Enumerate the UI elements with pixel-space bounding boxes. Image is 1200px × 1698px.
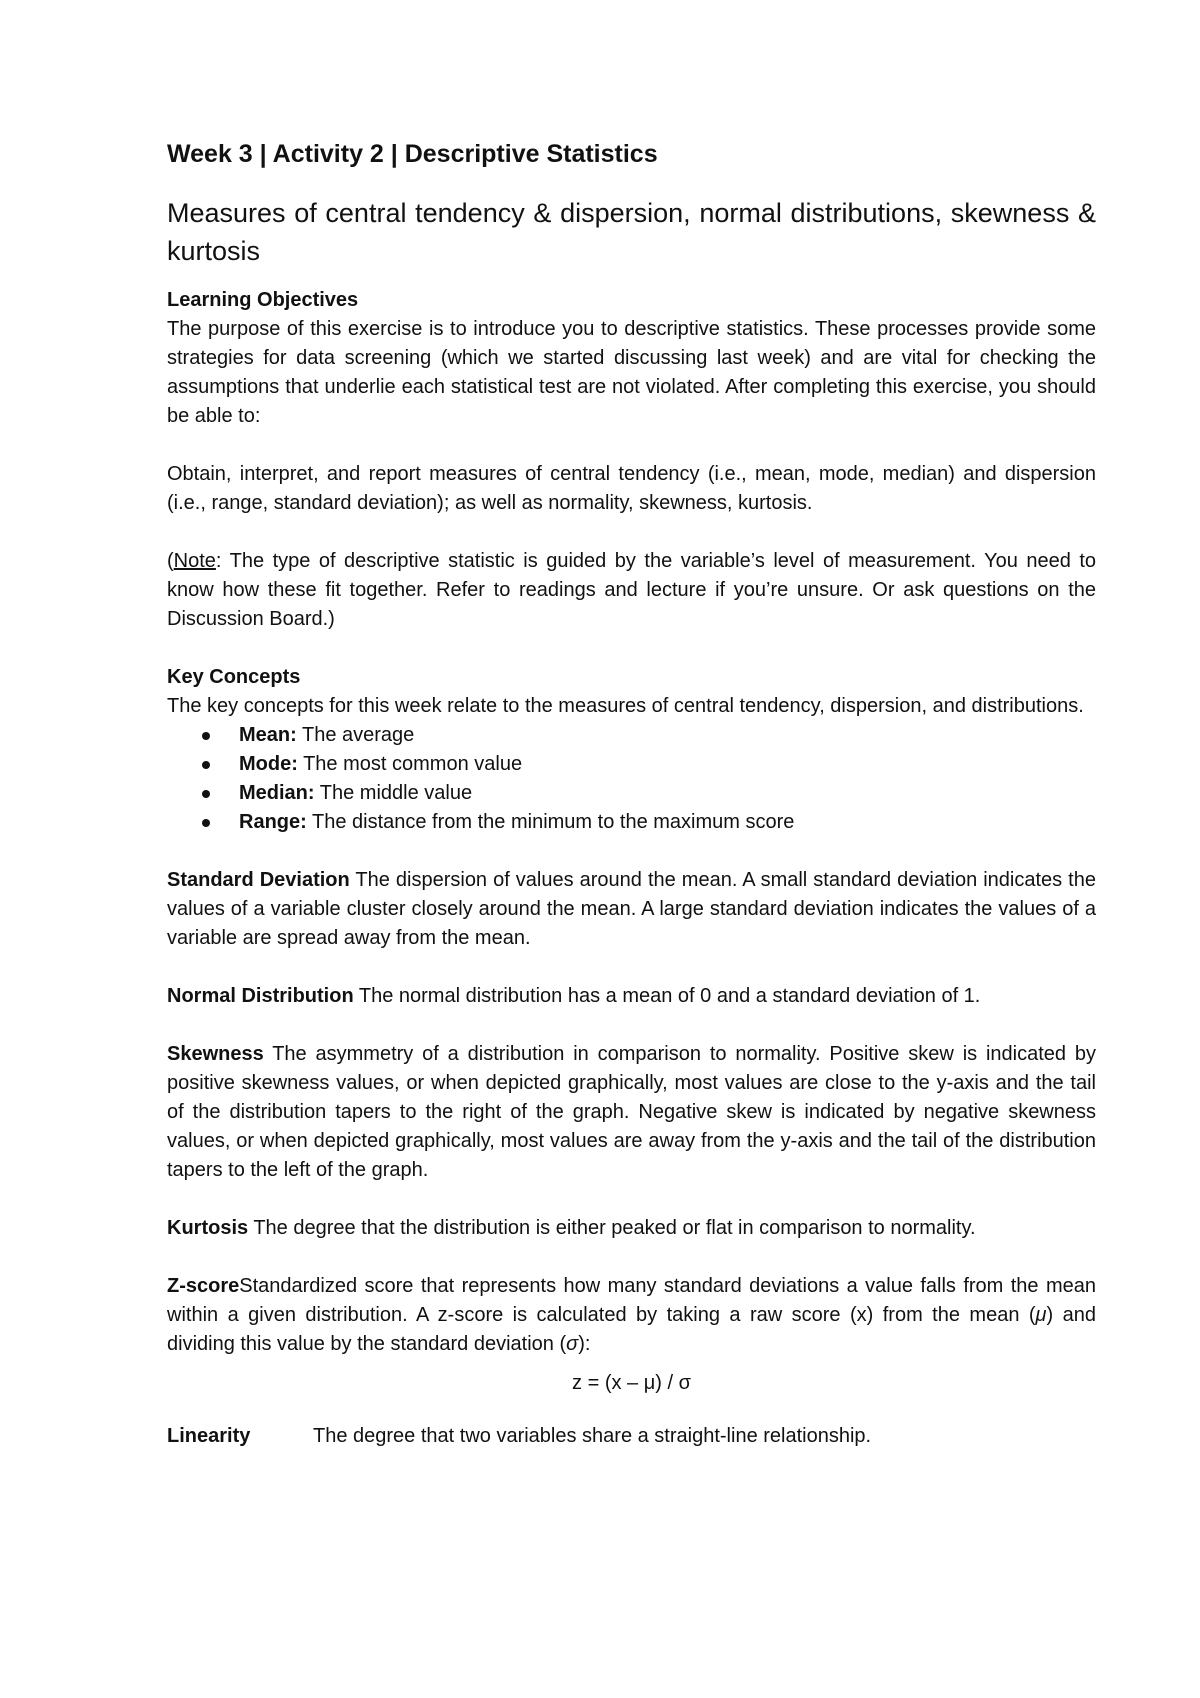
key-concepts-section (167, 663, 1096, 721)
learning-objectives-heading: Learning Objectives (167, 289, 359, 311)
concept-definition: The average (296, 724, 415, 746)
concept-definition: The distance from the minimum to the maximum score (306, 811, 795, 833)
normal-text: The normal distribution has a mean of 0 and a standard deviation of 1. (353, 985, 981, 1007)
linearity-term: Linearity (167, 1425, 251, 1447)
list-item (202, 750, 1096, 779)
skewness-text: The asymmetry of a distribution in comparison to normality. Positive skew is indicated by positive skewness values, or when depicted graphically, most values are close to the y-axis and the tail of the distribution tapers to the right of the graph. Negative skew is indicated by negative skewness values, or when depicted graphically, most values are away from the y-axis and the tail of the distribution tapers to the left of the graph. (167, 1043, 1096, 1181)
document-subtitle: Measures of central tendency & dispersion, normal distributions, skewness & kurtosis (167, 198, 1096, 266)
bullet-icon (202, 790, 210, 798)
kurtosis-definition (167, 1214, 1096, 1243)
skewness-definition (167, 1040, 1096, 1185)
sigma-symbol: σ (566, 1333, 579, 1355)
learning-objectives-intro: The purpose of this exercise is to introduce you to descriptive statistics. These processes provide some strategies for data screening (which we started discussing last week) and are vital for checking the assumptions that underlie each statistical test are not violated. After completing this exercise, you should be able to: (167, 318, 1096, 427)
normal-definition (167, 982, 1096, 1011)
objective-paragraph: Obtain, interpret, and report measures of central tendency (i.e., mean, mode, median) and dispersion (i.e., range, standard deviation); as well as normality, skewness, kurtosis. (167, 463, 1096, 514)
concept-term: Mode: (239, 753, 298, 775)
key-concepts-list (167, 721, 1096, 837)
list-item (202, 779, 1096, 808)
mu-symbol: μ (1035, 1304, 1047, 1326)
zscore-text-a: Standardized score that represents how many standard deviations a value falls from the mean within a given distribution. A z-score is calculated by taking a raw score (x) from the mean ( (167, 1275, 1096, 1326)
normal-term: Normal Distribution (167, 985, 354, 1007)
std-dev-text: The dispersion of values around the mean. A small standard deviation indicates the values of a variable cluster closely around the mean. A large standard deviation indicates the values of a variable are spread away from the mean. (167, 869, 1096, 949)
zscore-text-c: ): (578, 1333, 591, 1355)
linearity-text: The degree that two variables share a straight-line relationship. (313, 1425, 872, 1447)
list-item (202, 808, 1096, 837)
zscore-text-b: ) and dividing this value by the standard deviation ( (167, 1304, 1096, 1355)
concept-term: Range: (239, 811, 307, 833)
kurtosis-term: Kurtosis (167, 1217, 249, 1239)
learning-objectives-section (167, 286, 1096, 431)
concept-term: Median: (239, 782, 315, 804)
note-open-paren: ( (167, 550, 174, 572)
bullet-icon (202, 761, 210, 769)
note-text: : The type of descriptive statistic is guided by the variable’s level of measurement. You need to know how these fit together. Refer to readings and lecture if you’re unsure. Or ask questions on the Discussion Board.) (167, 550, 1096, 630)
note-paragraph (167, 547, 1096, 634)
skewness-term: Skewness (167, 1043, 264, 1065)
concept-definition: The most common value (297, 753, 523, 775)
key-concepts-intro: The key concepts for this week relate to the measures of central tendency, dispersion, and distributions. (167, 695, 1084, 717)
std-dev-definition (167, 866, 1096, 953)
zscore-formula: z = (x – μ) / σ (572, 1372, 691, 1394)
kurtosis-text: The degree that the distribution is either peaked or flat in comparison to normality. (248, 1217, 976, 1239)
std-dev-term: Standard Deviation (167, 869, 350, 891)
zscore-definition (167, 1272, 1096, 1359)
bullet-icon (202, 819, 210, 827)
concept-term: Mean: (239, 724, 297, 746)
document-title: Week 3 | Activity 2 | Descriptive Statistics (167, 140, 658, 168)
linearity-definition (167, 1422, 1096, 1451)
concept-definition: The middle value (314, 782, 473, 804)
list-item (202, 721, 1096, 750)
note-label: Note (173, 550, 216, 572)
key-concepts-heading: Key Concepts (167, 666, 301, 688)
zscore-term: Z-score (167, 1275, 240, 1297)
bullet-icon (202, 732, 210, 740)
